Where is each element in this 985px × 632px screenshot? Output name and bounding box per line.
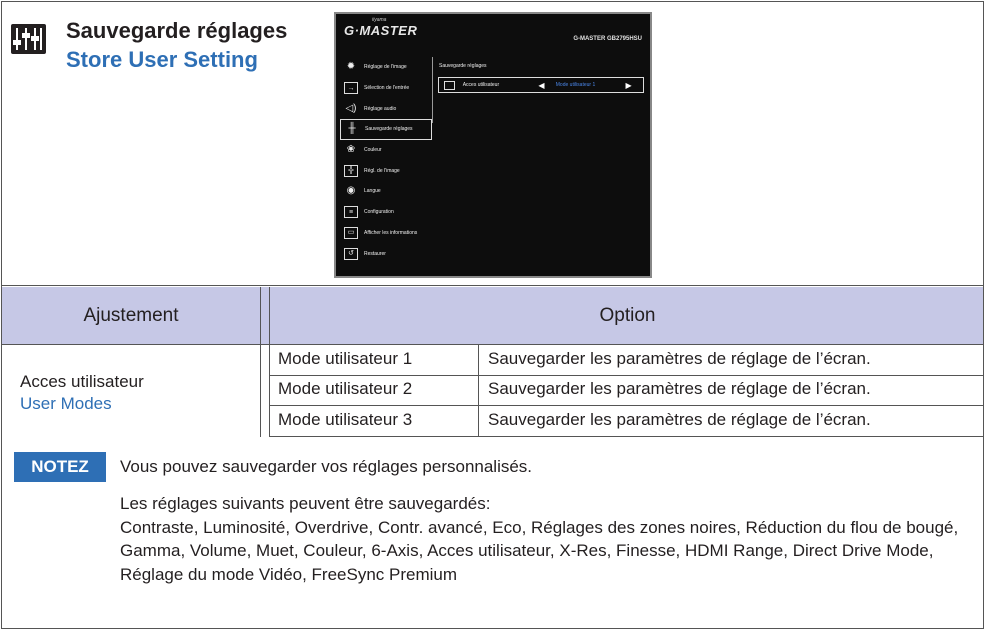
option-description: Sauvegarder les paramètres de réglage de l’écran. [488, 410, 871, 429]
column-header-option: Option [599, 305, 656, 326]
osd-menu-item [340, 57, 432, 78]
option-description: Sauvegarder les paramètres de réglage de l’écran. [488, 379, 871, 398]
osd-menu-item [340, 181, 432, 202]
osd-menu-label: Régl. de l'image [364, 167, 400, 174]
page-frame [1, 1, 984, 629]
section-header [2, 2, 983, 286]
osd-submenu-value: Mode utilisateur 1 [555, 82, 596, 88]
option-mode: Mode utilisateur 2 [278, 379, 413, 398]
option-mode: Mode utilisateur 3 [278, 410, 413, 429]
osd-menu-item [340, 98, 432, 119]
section-title-fr: Sauvegarde réglages [66, 18, 288, 43]
setup-icon: ≡ [344, 206, 358, 218]
color-icon: ❀ [346, 144, 356, 156]
osd-submenu-item-label: Acces utilisateur [462, 82, 500, 88]
globe-icon: ◉ [346, 185, 356, 197]
note-badge: NOTEZ [14, 452, 106, 482]
osd-menu-item [340, 140, 432, 161]
osd-menu-label: Sélection de l'entrée [364, 85, 410, 92]
osd-screenshot [334, 12, 652, 278]
osd-menu-item-active [340, 119, 432, 140]
brightness-icon: ✹ [346, 61, 356, 73]
note-intro: Les réglages suivants peuvent être sauvegardés: [120, 494, 491, 513]
osd-brand-logo: G·MASTER [344, 23, 418, 38]
osd-menu [340, 57, 432, 264]
table-divider [269, 287, 270, 437]
osd-menu-label: Restaurer [364, 250, 386, 257]
section-title-en: Store User Setting [66, 47, 258, 72]
info-icon: ▭ [344, 227, 358, 239]
adjust-cell [20, 372, 144, 414]
osd-menu-item [340, 202, 432, 223]
osd-submenu-title: Sauvegarde réglages [439, 63, 487, 69]
osd-menu-item [340, 78, 432, 99]
table-divider [478, 345, 479, 437]
table-divider [269, 375, 983, 376]
arrow-left-icon: ◀ [538, 80, 545, 90]
column-header-adjust: Ajustement [83, 305, 179, 326]
osd-menu-label: Afficher les informations [364, 229, 418, 236]
sliders-icon: ╫ [348, 123, 356, 135]
image-adjust-icon: ╬ [344, 165, 358, 177]
osd-menu-label: Configuration [364, 209, 394, 216]
osd-submenu-row [438, 77, 644, 93]
reset-icon: ↺ [344, 248, 358, 260]
table-divider [260, 287, 261, 437]
adjust-label-fr: Acces utilisateur [20, 372, 144, 391]
option-description: Sauvegarder les paramètres de réglage de l’écran. [488, 349, 871, 368]
note-settings-list: Contraste, Luminosité, Overdrive, Contr. avancé, Eco, Réglages des zones noires, Réduction du flou de bougé, Gamma, Volume, Muet, Couleur, 6-Axis, Acces utilisateur, X-Res, Finesse, HDMI Range, Direct Drive Mode, Réglage du mode Vidéo, FreeSync Premium [120, 517, 959, 584]
osd-menu-item [340, 223, 432, 244]
osd-menu-label: Réglage de l'image [364, 64, 407, 71]
table-divider [269, 436, 983, 437]
osd-menu-item [340, 243, 432, 264]
table-divider [269, 405, 983, 406]
osd-brand-small: iiyama [372, 17, 387, 23]
note-text: Vous pouvez sauvegarder vos réglages personnalisés. [120, 457, 533, 476]
osd-menu-label: Sauvegarde réglages [365, 126, 413, 133]
osd-menu-item [340, 160, 432, 181]
osd-model-name: G-MASTER GB2795HSU [573, 36, 642, 42]
user-mode-icon [444, 81, 455, 90]
note-details [120, 492, 975, 586]
osd-menu-label: Langue [364, 188, 381, 195]
osd-menu-label: Couleur [364, 147, 382, 154]
osd-divider [432, 57, 433, 123]
input-icon: → [344, 82, 358, 94]
table-header [2, 287, 983, 345]
adjust-label-en: User Modes [20, 394, 112, 413]
option-mode: Mode utilisateur 1 [278, 349, 413, 368]
arrow-right-icon: ▶ [625, 80, 632, 90]
sliders-icon [11, 24, 46, 54]
speaker-icon: ◁) [345, 102, 357, 114]
osd-menu-label: Réglage audio [364, 105, 397, 112]
